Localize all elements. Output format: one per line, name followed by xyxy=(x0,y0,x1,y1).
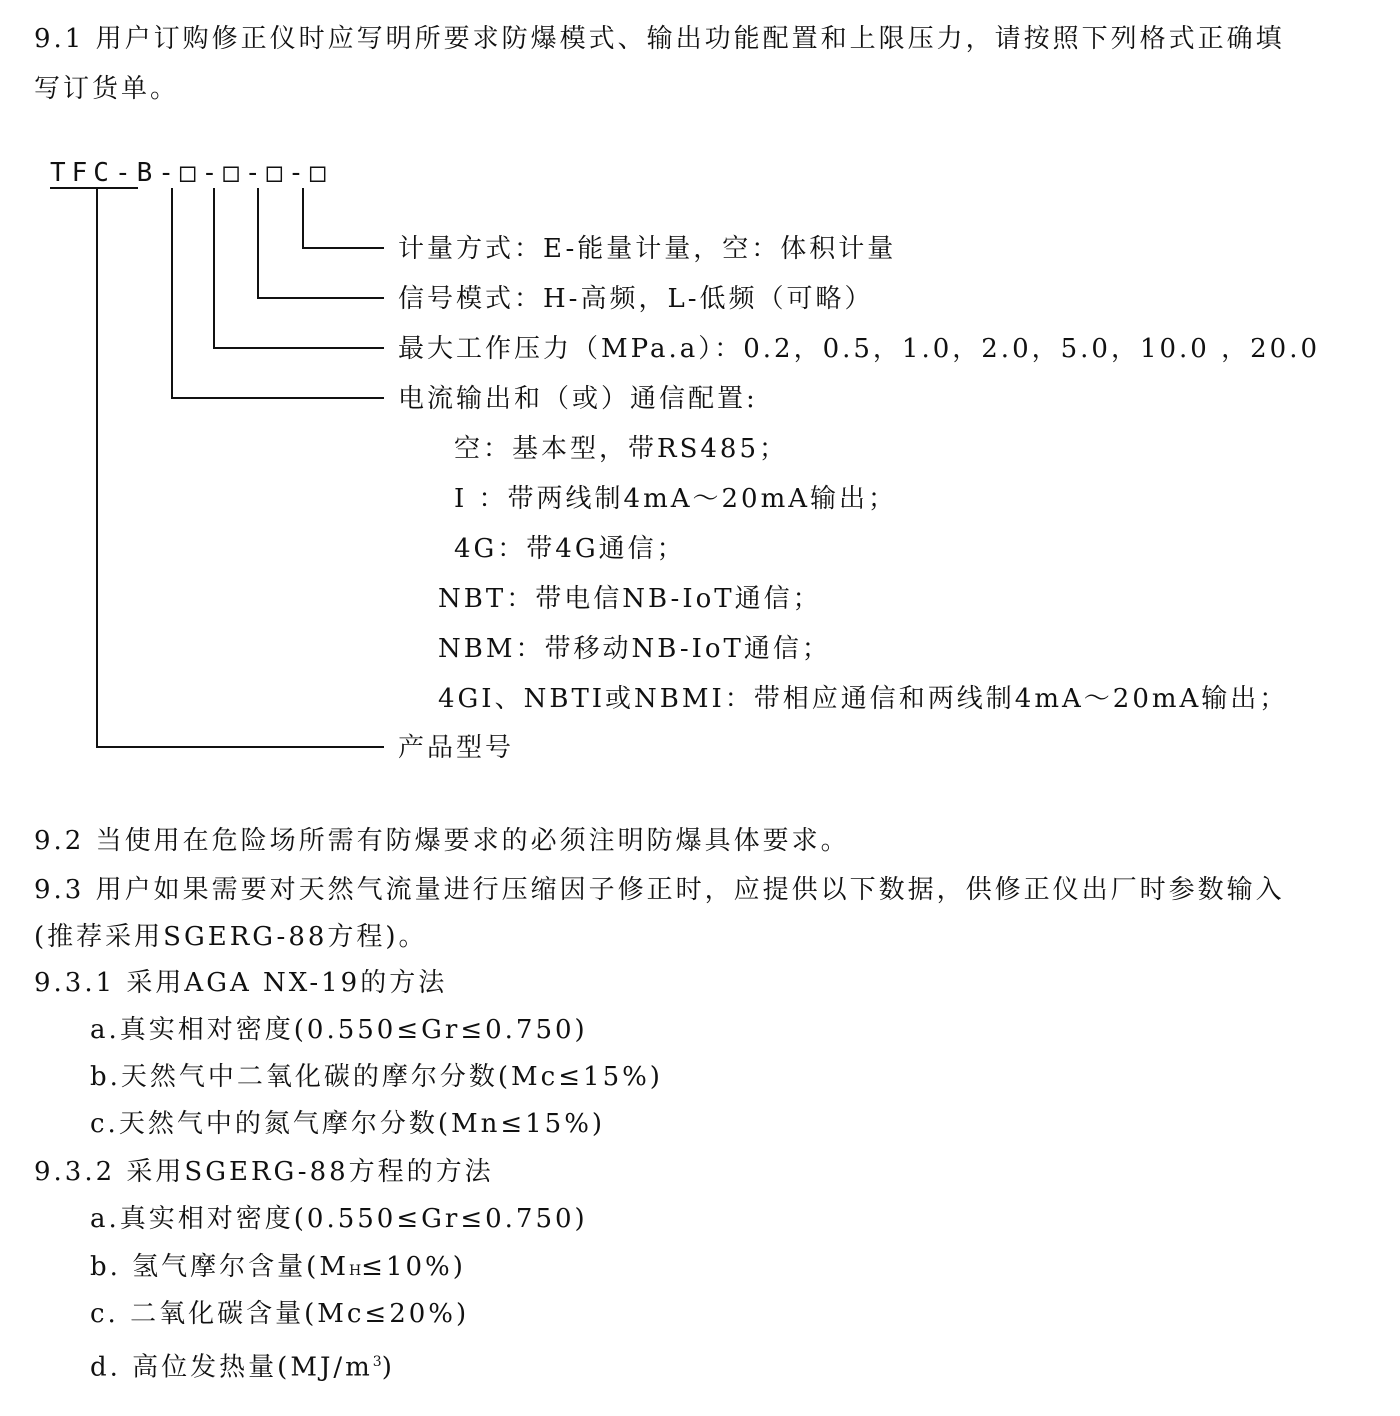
item-d-text: d. 高位发热量(MJ/m xyxy=(90,1352,373,1383)
section-9-1-line-2: 写订货单。 xyxy=(34,74,180,104)
connector-signal xyxy=(258,188,384,298)
item-b-text: b. 氢气摩尔含量(M xyxy=(90,1252,349,1282)
section-9-3-line-1: 9.3 用户如果需要对天然气流量进行压缩因子修正时，应提供以下数据，供修正仪出厂时参数输入 xyxy=(34,875,1285,905)
item-b-tail: ≤10%) xyxy=(361,1252,466,1282)
option-combo: 4GI、NBTI或NBMI：带相应通信和两线制4mA～20mA输出； xyxy=(438,684,1289,714)
section-9-3-line-2: (推荐采用SGERG-88方程)。 xyxy=(34,922,428,952)
max-pressure-label: 最大工作压力（MPa.a）：0.2，0.5，1.0，2.0，5.0，10.0 ，20.0 xyxy=(398,334,1321,364)
signal-mode-label: 信号模式：H-高频，L-低频（可略） xyxy=(398,284,874,314)
hydrogen-subscript: H xyxy=(348,1263,362,1279)
section-9-3-2-item-c: c. 二氧化碳含量(Mc≤20%) xyxy=(90,1299,470,1329)
option-nbm: NBM：带移动NB-IoT通信； xyxy=(438,634,831,664)
section-9-3-2-item-d xyxy=(90,1345,395,1385)
item-d-tail: ) xyxy=(381,1352,395,1383)
section-9-3-1-item-c: c.天然气中的氮气摩尔分数(Mn≤15%) xyxy=(90,1109,606,1139)
connector-product xyxy=(97,188,384,747)
metering-mode-label: 计量方式：E-能量计量，空：体积计量 xyxy=(398,234,897,264)
output-config-label: 电流输出和（或）通信配置: xyxy=(398,384,758,414)
option-nbt: NBT：带电信NB-IoT通信； xyxy=(438,584,822,614)
connector-pressure xyxy=(214,188,384,348)
section-9-3-1-item-b: b.天然气中二氧化碳的摩尔分数(Mc≤15%) xyxy=(90,1062,663,1092)
option-basic: 空：基本型，带RS485； xyxy=(454,434,789,464)
option-4g: 4G：带4G通信； xyxy=(454,534,686,564)
section-9-2: 9.2 当使用在危险场所需有防爆要求的必须注明防爆具体要求。 xyxy=(34,826,850,856)
product-model-label: 产品型号 xyxy=(398,733,515,763)
section-9-3-2-title: 9.3.2 采用SGERG-88方程的方法 xyxy=(34,1157,494,1187)
section-9-3-2-item-b xyxy=(90,1250,466,1288)
option-i: I ：带两线制4mA～20mA输出； xyxy=(454,484,898,514)
connector-metering xyxy=(303,188,384,248)
section-9-3-2-item-a: a.真实相对密度(0.550≤Gr≤0.750) xyxy=(90,1204,588,1234)
section-9-3-1-item-a: a.真实相对密度(0.550≤Gr≤0.750) xyxy=(90,1015,588,1045)
section-9-3-1-title: 9.3.1 采用AGA NX-19的方法 xyxy=(34,968,448,998)
connector-output xyxy=(172,188,384,398)
cubic-superscript: 3 xyxy=(372,1354,382,1370)
model-code: TFC-B-□-□-□-□ xyxy=(50,158,332,188)
section-9-1-line-1: 9.1 用户订购修正仪时应写明所要求防爆模式、输出功能配置和上限压力，请按照下列格式正确填 xyxy=(34,24,1285,54)
